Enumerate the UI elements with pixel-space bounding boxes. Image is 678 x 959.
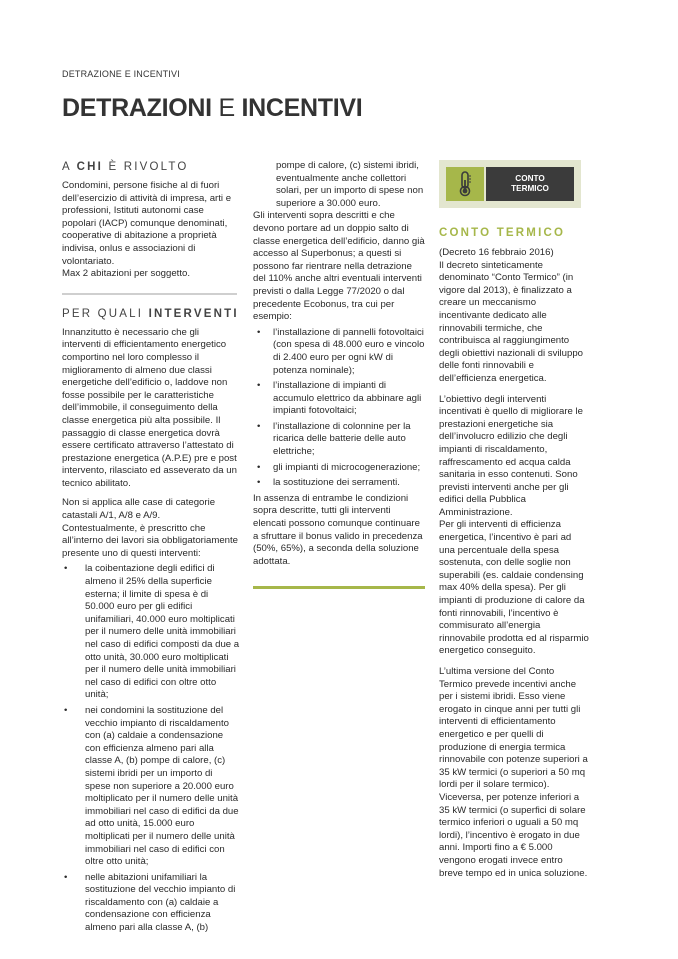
bullet-icon: • — [257, 420, 261, 432]
running-head: DETRAZIONE E INCENTIVI — [62, 69, 180, 79]
conto-termico-badge — [439, 160, 581, 208]
chi-text-max: Max 2 abitazioni per soggetto. — [62, 268, 190, 280]
page-title — [62, 94, 362, 122]
list-item: • l’installazione di pannelli fotovoltaici (con spesa di 48.000 euro e vincolo di 2.400 euro per ogni kW di potenza nominale); — [257, 326, 425, 376]
column-left — [62, 160, 240, 938]
section-head-chi — [62, 160, 240, 174]
conto-paragraph-4: L’ultima versione del Conto Termico prevede incentivi anche per i sistemi ibridi. Esso viene erogato in cinque anni per tutti gli interventi di efficientamento energetico e per quelli di produzione di energia termica rinnovabile con potenze superiori a 35 kW termici (o superiori a 50 mq lordi per il solare termico). Viceversa, per potenze inferiori a 35 kW termici (o superfici di solare termico inferiori o uguali a 50 mq lordi), l’incentivo è erogato in due anni. Importi fino a € 5.000 vengono erogati invece entro breve tempo ed in unica soluzione. — [439, 666, 588, 879]
list-item: • nei condomini la sostituzione del vecchio impianto di riscaldamento con (a) caldaie a condensazione con efficienza almeno pari alla classe A, (b) pompe di calore, (c) sistemi ibridi per un importo di spese non superiore a 20.000 euro moltiplicato per il numero delle unità immobiliari nel caso di edifici da due ad otto unità, 15.000 euro moltiplicati per il numero delle unità immobiliari nel caso di edifici con oltre otto unità; — [64, 704, 239, 868]
list-item: • gli impianti di microcogenerazione; — [257, 461, 421, 473]
head-prefix: A — [62, 161, 72, 173]
list-item: • la coibentazione degli edifici di almeno il 25% della superficie esterna; il limite di spesa è di 50.000 euro per gli edifici unifamiliari, 40.000 euro moltiplicati per il numero delle unità immobiliari nel caso di edifici composti da due a otto unità, 30.000 euro moltiplicati per il numero delle unità immobiliari nel caso di edifici con oltre otto unità; — [64, 563, 240, 701]
badge-label-line-2: TERMICO — [511, 184, 549, 193]
head-keyword: INTERVENTI — [148, 307, 239, 320]
list-item: • l’installazione di impianti di accumulo elettrico da abbinare agli impianti fotovoltaici; — [257, 380, 422, 417]
interventi-paragraph-1: Innanzitutto è necessario che gli interventi di efficientamento energetico comportino nel loro complesso il miglioramento di almeno due classi energetiche dell’edificio o, laddove non fosse possibile per le caratteristiche dell’immobile, il conseguimento della classe energetica più alta possibile. Il passaggio di classe energetica dovrà essere certificato attraverso l’attestato di prestazione energetica (A.P.E) pre e post intervento, rilasciato ed asseverato da un tecnico abilitato. — [62, 326, 237, 489]
head-keyword: CHI — [76, 161, 104, 173]
bullet-icon: • — [257, 477, 261, 489]
conto-paragraph-3: Per gli interventi di efficienza energetica, l’incentivo è pari ad una percentuale della spesa sostenuta, con delle soglie non superabili (es. caldaie condensing max 40% della spesa). Per gli impianti di produzione di calore da fonti rinnovabili, l’incentivo è commisurato all’energia rinnovabile prodotta ed al risparmio energetico conseguito. — [439, 519, 589, 657]
bullet-icon: • — [64, 704, 68, 716]
title-connector: E — [218, 94, 235, 122]
bullet-icon: • — [64, 871, 68, 883]
head-prefix: PER QUALI — [62, 307, 144, 320]
section-head-interventi — [62, 307, 240, 321]
chi-text: Condomini, persone fisiche al di fuori dell’esercizio di attività di impresa, arti e professioni, Istituti autonomi case popolari (IACP) comunque denominati, cooperative di abitazione a proprietà indivisa, onlus e associazioni di volontariato. — [62, 180, 232, 267]
title-part-2: INCENTIVI — [241, 94, 363, 122]
list-item: • la sostituzione dei serramenti. — [257, 477, 400, 489]
title-part-1: DETRAZIONI — [62, 94, 212, 122]
col2-list — [253, 327, 425, 490]
badge-label — [486, 167, 574, 201]
column-middle — [253, 160, 425, 589]
section-head-conto-termico: CONTO TERMICO — [439, 227, 566, 239]
list-item: • l’installazione di colonnine per la ricarica delle batterie delle auto elettriche; — [257, 420, 411, 458]
bullet-icon: • — [257, 326, 261, 338]
interventi-list — [62, 563, 240, 934]
continuation-text: pompe di calore, (c) sistemi ibridi, eventualmente anche collettori solari, per un importo di spese non superiore a 30.000 euro. — [276, 160, 424, 209]
section-divider — [62, 293, 237, 295]
conto-paragraph-2: L’obiettivo degli interventi incentivati è quello di migliorare le prestazioni energetiche sia dell’involucro edilizio che degli impianti di riscaldamento, raffrescamento ed acqua calda sanitaria in esso contenuti. Sono previsti interventi anche per gli edifici della Pubblica Amministrazione. — [439, 393, 583, 518]
interventi-paragraph-3: Contestualmente, è prescritto che all’interno dei lavori sia obbligatoriamente presente uno di questi interventi: — [62, 522, 238, 559]
conto-paragraph-1: Il decreto sinteticamente denominato “Conto Termico” (in vigore dal 2013), è finalizzato a creare un meccanismo incentivante dedicato alle rinnovabili termiche, che contribuisca al raggiungimento degli obiettivi nazionali di sviluppo delle fonti rinnovabili e dell’efficienza energetica. — [439, 259, 583, 384]
interventi-paragraph-2: Non si applica alle case di categorie catastali A/1, A/8 e A/9. — [62, 497, 216, 522]
col2-paragraph-2: In assenza di entrambe le condizioni sopra descritte, tutti gli interventi elencati possono comunque continuare a sfruttare il bonus valido in precedenza (50%, 65%), a seconda della soluzione adottata. — [253, 492, 423, 567]
head-suffix: È RIVOLTO — [108, 161, 189, 173]
bullet-icon: • — [64, 563, 68, 575]
thermometer-icon — [446, 167, 484, 201]
col2-paragraph-1: Gli interventi sopra descritti e che devono portare ad un doppio salto di classe energetica dell’edificio, danno già accesso al Superbonus; a questi si possono far rientrare nella detrazione del 110% anche altri eventuali interventi previsti o dalla Legge 77/2020 o dal precedente Ecobonus, tra cui per esempio: — [253, 210, 425, 323]
column-right — [439, 160, 589, 880]
badge-label-line-1: CONTO — [515, 174, 545, 183]
list-item: • nelle abitazioni unifamiliari la sostituzione del vecchio impianto di riscaldamento con (a) caldaie a condensazione con efficienza almeno pari alla classe A, (b) — [64, 871, 236, 934]
bullet-icon: • — [257, 461, 261, 473]
conto-date: (Decreto 16 febbraio 2016) — [439, 247, 554, 258]
green-divider — [253, 586, 425, 589]
bullet-icon: • — [257, 380, 261, 392]
